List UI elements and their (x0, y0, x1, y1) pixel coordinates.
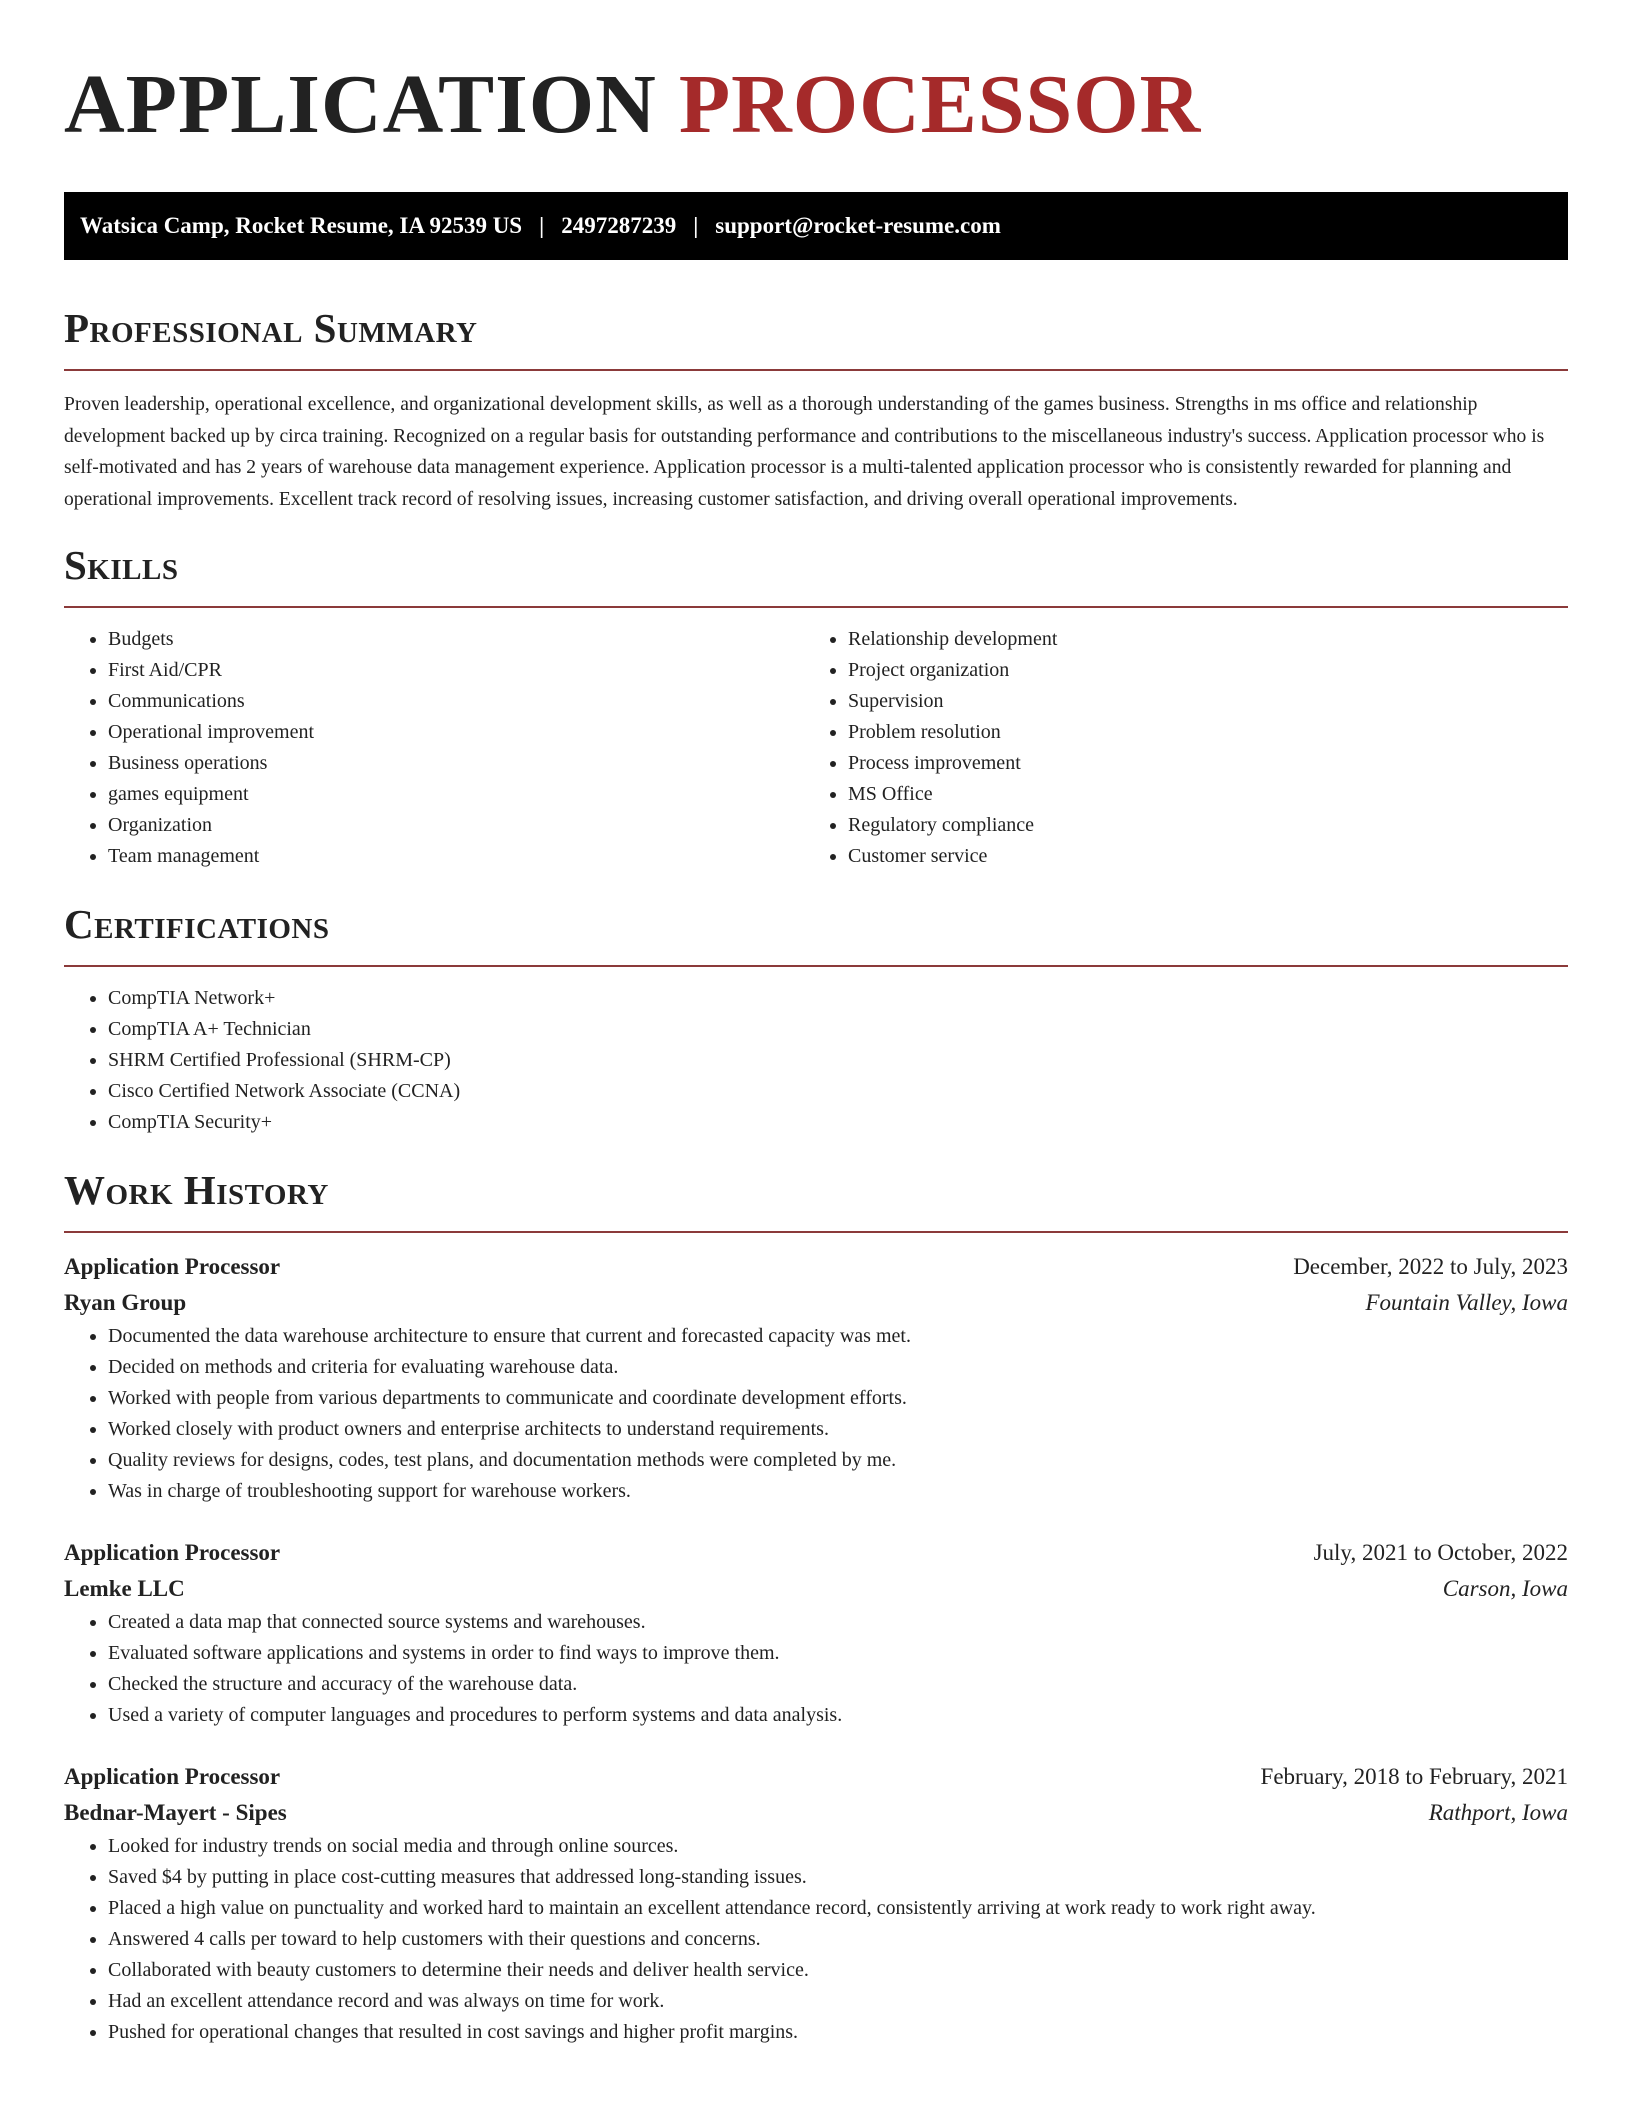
certification-item: • CompTIA Security+ (108, 1107, 1568, 1138)
name-first: APPLICATION (64, 58, 657, 151)
job-duty-item: • Decided on methods and criteria for evaluating warehouse data. (108, 1352, 1568, 1383)
job-title: Application Processor (64, 1254, 281, 1280)
skill-item: • Problem resolution (848, 717, 1544, 748)
job-duty-item: • Saved $4 by putting in place cost-cutting measures that addressed long-standing issues. (108, 1862, 1568, 1893)
certifications-section (64, 900, 1568, 1138)
contact-separator: | (693, 213, 699, 238)
job-header-row (64, 1535, 1568, 1571)
certification-item: • CompTIA A+ Technician (108, 1014, 1568, 1045)
job-duties-list (64, 1321, 1568, 1507)
job-location: Rathport, Iowa (1428, 1800, 1568, 1826)
job-title: Application Processor (64, 1764, 281, 1790)
job-duty-item: • Used a variety of computer languages and procedures to perform systems and data analysis. (108, 1700, 1568, 1731)
job-duty-item: • Placed a high value on punctuality and worked hard to maintain an excellent attendance record, consistently arriving at work ready to work right away. (108, 1893, 1568, 1924)
section-divider (64, 965, 1568, 967)
skill-item: • Relationship development (848, 624, 1544, 655)
job-entry (64, 1535, 1568, 1731)
skill-item: • Business operations (108, 748, 804, 779)
skill-item: • Regulatory compliance (848, 810, 1544, 841)
job-header-row (64, 1249, 1568, 1285)
certifications-list (64, 983, 1568, 1138)
certification-item: • Cisco Certified Network Associate (CCNA) (108, 1076, 1568, 1107)
skill-item: • Process improvement (848, 748, 1544, 779)
job-company: Ryan Group (64, 1290, 187, 1316)
section-title-work-history: Work History (64, 1167, 329, 1214)
job-duty-item: • Created a data map that connected source systems and warehouses. (108, 1607, 1568, 1638)
job-duty-item: • Collaborated with beauty customers to determine their needs and deliver health service. (108, 1955, 1568, 1986)
section-divider (64, 1231, 1568, 1233)
skill-item: • Project organization (848, 655, 1544, 686)
skills-section (64, 541, 1568, 872)
job-duty-item: • Documented the data warehouse architecture to ensure that current and forecasted capacity was met. (108, 1321, 1568, 1352)
job-company-row (64, 1285, 1568, 1321)
skill-item: • Team management (108, 841, 804, 872)
job-duty-item: • Worked with people from various departments to communicate and coordinate development efforts. (108, 1383, 1568, 1414)
skill-item: • Budgets (108, 624, 804, 655)
contact-address: Watsica Camp, Rocket Resume, IA 92539 US (80, 213, 523, 238)
skill-item: • games equipment (108, 779, 804, 810)
job-duty-item: • Checked the structure and accuracy of the warehouse data. (108, 1669, 1568, 1700)
skill-item: • Organization (108, 810, 804, 841)
job-header-row (64, 1759, 1568, 1795)
contact-separator: | (539, 213, 545, 238)
work-history-section (64, 1166, 1568, 2048)
job-dates: February, 2018 to February, 2021 (1260, 1764, 1568, 1790)
section-divider (64, 369, 1568, 371)
job-duty-item: • Was in charge of troubleshooting support for warehouse workers. (108, 1476, 1568, 1507)
section-title-certifications: Certifications (64, 901, 330, 948)
job-location: Carson, Iowa (1442, 1576, 1568, 1602)
section-title-summary: Professional Summary (64, 305, 478, 351)
skill-item: • Supervision (848, 686, 1544, 717)
skill-item: • Operational improvement (108, 717, 804, 748)
summary-text: Proven leadership, operational excellence, and organizational development skills, as well as a thorough understanding of the games business. Strengths in ms office and relationship development backed up by circa training. Recognized on a regular basis for outstanding performance and contributions to the miscellaneous industry's success. Application processor who is self-motivated and has 2 years of warehouse data management experience. Application processor is a multi-talented application processor who is consistently rewarded for planning and operational improvements. Excellent track record of resolving issues, increasing customer satisfaction, and driving overall operational improvements. (64, 394, 1545, 510)
job-duty-item: • Looked for industry trends on social media and through online sources. (108, 1831, 1568, 1862)
skills-column-left (64, 624, 804, 872)
skills-list-right (804, 624, 1544, 872)
job-company-row (64, 1795, 1568, 1831)
job-duty-item: • Evaluated software applications and systems in order to find ways to improve them. (108, 1638, 1568, 1669)
skills-column-right (804, 624, 1544, 872)
skills-list-left (64, 624, 804, 872)
skills-columns (64, 624, 1568, 872)
contact-email: support@rocket-resume.com (715, 213, 1001, 238)
contact-bar (64, 192, 1568, 260)
job-entry (64, 1759, 1568, 2048)
job-duties-list (64, 1831, 1568, 2048)
job-duty-item: • Pushed for operational changes that resulted in cost savings and higher profit margins. (108, 2017, 1568, 2048)
job-title: Application Processor (64, 1540, 281, 1566)
certification-item: • CompTIA Network+ (108, 983, 1568, 1014)
job-dates: July, 2021 to October, 2022 (1313, 1540, 1568, 1566)
candidate-name (64, 0, 1568, 152)
job-company: Lemke LLC (64, 1576, 185, 1602)
job-location: Fountain Valley, Iowa (1365, 1290, 1568, 1316)
summary-section (64, 304, 1568, 515)
job-company: Bednar-Mayert - Sipes (64, 1800, 287, 1826)
skill-item: • Communications (108, 686, 804, 717)
section-title-skills: Skills (64, 542, 179, 589)
skill-item: • First Aid/CPR (108, 655, 804, 686)
job-duties-list (64, 1607, 1568, 1731)
job-entry (64, 1249, 1568, 1507)
job-duty-item: • Answered 4 calls per toward to help customers with their questions and concerns. (108, 1924, 1568, 1955)
certification-item: • SHRM Certified Professional (SHRM-CP) (108, 1045, 1568, 1076)
name-last: PROCESSOR (678, 58, 1202, 151)
contact-phone: 2497287239 (561, 213, 677, 238)
skill-item: • MS Office (848, 779, 1544, 810)
skill-item: • Customer service (848, 841, 1544, 872)
job-duty-item: • Worked closely with product owners and enterprise architects to understand requirements. (108, 1414, 1568, 1445)
job-duty-item: • Quality reviews for designs, codes, test plans, and documentation methods were completed by me. (108, 1445, 1568, 1476)
job-duty-item: • Had an excellent attendance record and was always on time for work. (108, 1986, 1568, 2017)
job-dates: December, 2022 to July, 2023 (1293, 1254, 1568, 1280)
section-divider (64, 606, 1568, 608)
job-company-row (64, 1571, 1568, 1607)
